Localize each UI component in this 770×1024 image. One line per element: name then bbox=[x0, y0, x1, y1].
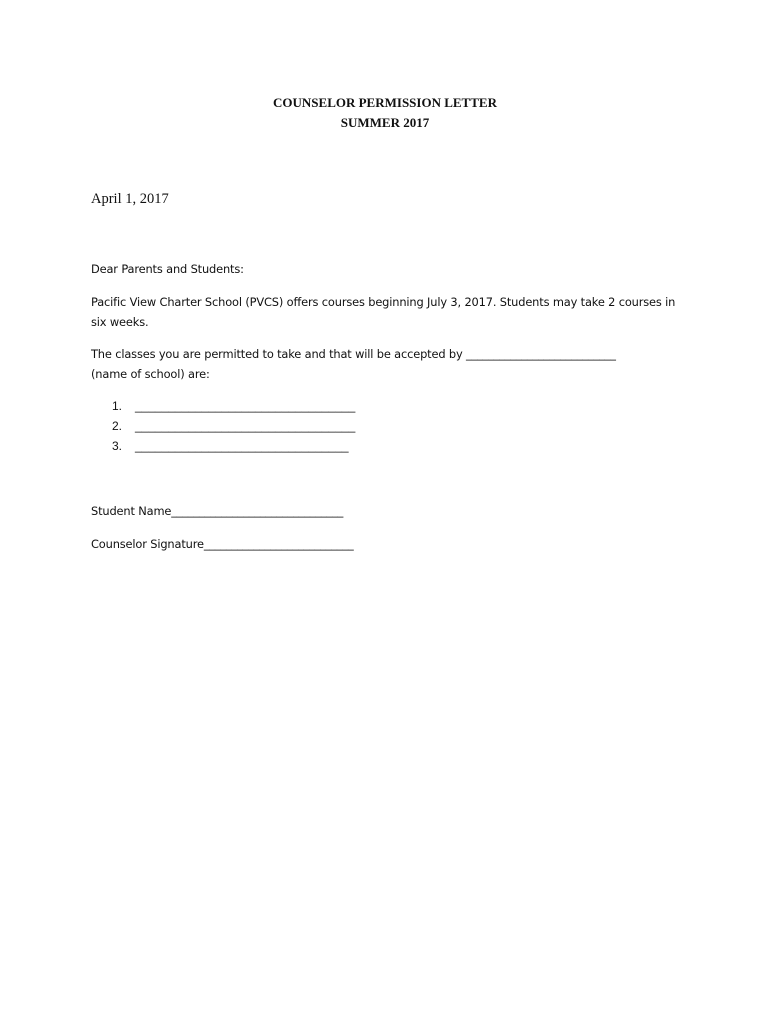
paragraph-1-line-2: six weeks. bbox=[91, 315, 149, 329]
course-item bbox=[112, 436, 355, 456]
course-number: 1. bbox=[112, 399, 123, 413]
paragraph-1-line-1: Pacific View Charter School (PVCS) offers courses beginning July 3, 2017. Students may take 2 courses in bbox=[91, 295, 676, 309]
student-name-field: Student Name_______________________________ bbox=[91, 504, 344, 518]
course-blank-field: _________________________________ bbox=[135, 399, 356, 413]
letter-title-block bbox=[0, 93, 770, 133]
course-number: 3. bbox=[112, 439, 123, 453]
paragraph-2-line-1: The classes you are permitted to take and that will be accepted by ___________________________ bbox=[91, 347, 616, 361]
course-item bbox=[112, 416, 355, 436]
salutation: Dear Parents and Students: bbox=[91, 262, 244, 276]
course-blank-field: _________________________________ bbox=[135, 419, 356, 433]
counselor-signature-field: Counselor Signature___________________________ bbox=[91, 537, 354, 551]
paragraph-2-line-2: (name of school) are: bbox=[91, 367, 210, 381]
letter-subtitle: SUMMER 2017 bbox=[340, 115, 430, 130]
letter-title: COUNSELOR PERMISSION LETTER bbox=[273, 95, 497, 110]
course-blank-field: ________________________________ bbox=[135, 439, 349, 453]
course-number: 2. bbox=[112, 419, 123, 433]
letter-date: April 1, 2017 bbox=[91, 191, 169, 207]
course-item bbox=[112, 396, 355, 416]
course-list bbox=[112, 396, 355, 456]
